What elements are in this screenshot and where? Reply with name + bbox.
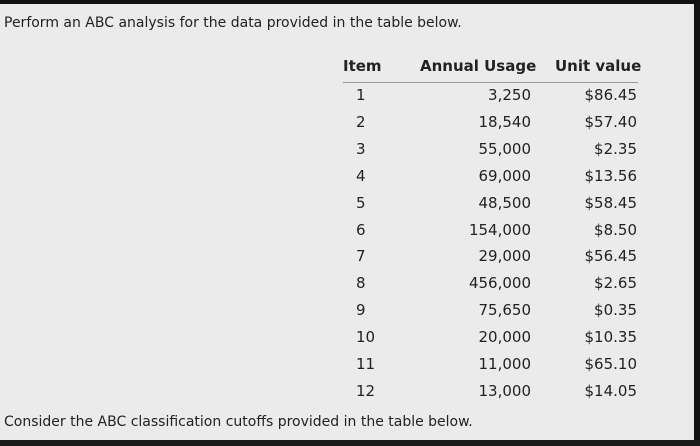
table-row [0, 325, 694, 352]
table-row [0, 110, 694, 137]
item-number: 12 [356, 381, 376, 400]
bottom-edge [0, 440, 700, 446]
item-number: 6 [356, 220, 366, 239]
unit-value: $8.50 [594, 220, 637, 239]
item-number: 8 [356, 274, 366, 293]
unit-value: $65.10 [584, 355, 637, 373]
table-row [0, 164, 694, 191]
item-number: 7 [356, 247, 366, 266]
annual-usage-value: 3,250 [488, 86, 531, 104]
annual-usage-value: 55,000 [478, 139, 531, 158]
item-number: 11 [356, 355, 376, 373]
instruction-text: Perform an ABC analysis for the data provided in the table below. [4, 15, 462, 31]
annual-usage-value: 20,000 [478, 328, 531, 347]
table-row [0, 137, 694, 164]
unit-value: $10.35 [584, 328, 637, 347]
table-row [0, 271, 694, 298]
item-number: 4 [356, 166, 366, 185]
table-row [0, 352, 694, 379]
annual-usage-value: 13,000 [478, 381, 531, 400]
annual-usage-value: 18,540 [478, 112, 531, 131]
table-row [0, 379, 694, 406]
table-row [0, 244, 694, 271]
unit-value: $58.45 [584, 193, 637, 212]
annual-usage-value: 456,000 [468, 274, 531, 293]
unit-value: $86.45 [584, 86, 637, 104]
annual-usage-value: 69,000 [478, 166, 531, 185]
table-row [0, 191, 694, 218]
unit-value: $13.56 [584, 166, 637, 185]
column-header-annual-usage: Annual Usage [420, 57, 537, 75]
item-number: 2 [356, 112, 366, 131]
unit-value: $14.05 [584, 381, 637, 400]
right-edge [694, 4, 700, 446]
unit-value: $56.45 [584, 247, 637, 266]
table-row [0, 218, 694, 245]
column-header-unit-value: Unit value [555, 57, 642, 75]
unit-value: $0.35 [594, 301, 637, 320]
annual-usage-value: 11,000 [478, 355, 531, 373]
annual-usage-value: 29,000 [478, 247, 531, 266]
table-row [0, 83, 694, 110]
unit-value: $57.40 [584, 112, 637, 131]
item-number: 10 [356, 328, 376, 347]
column-header-item: Item [343, 57, 382, 75]
table-row [0, 298, 694, 325]
document-page [0, 4, 694, 441]
item-number: 3 [356, 139, 366, 158]
annual-usage-value: 48,500 [478, 193, 531, 212]
followup-text: Consider the ABC classification cutoffs provided in the table below. [4, 414, 473, 430]
annual-usage-value: 154,000 [468, 220, 531, 239]
annual-usage-value: 75,650 [478, 301, 531, 320]
item-number: 5 [356, 193, 366, 212]
unit-value: $2.35 [594, 139, 637, 158]
unit-value: $2.65 [594, 274, 637, 293]
item-number: 1 [356, 86, 366, 104]
item-number: 9 [356, 301, 366, 320]
